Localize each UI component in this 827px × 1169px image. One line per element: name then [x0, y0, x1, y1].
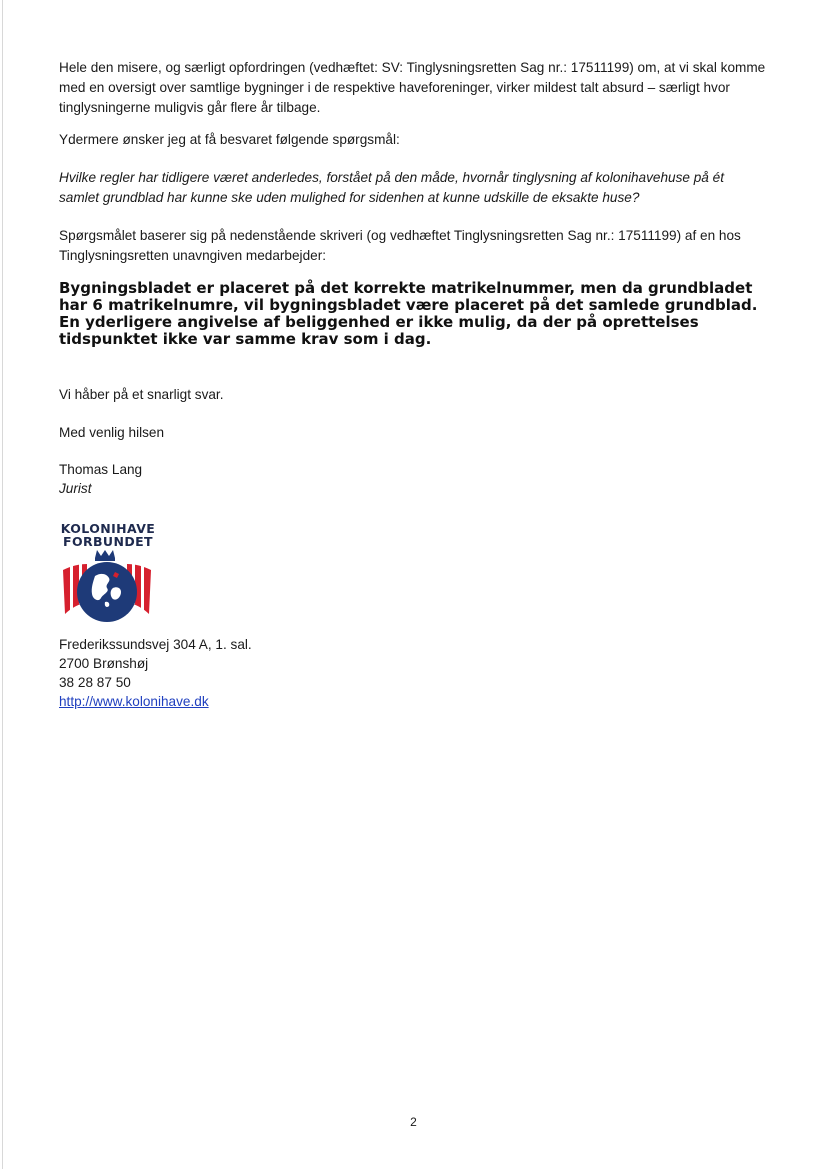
signature-title: Jurist — [59, 481, 92, 496]
contact-website-line — [59, 692, 779, 712]
kolonihave-shield-logo — [57, 548, 157, 630]
quoted-statement: Bygningsbladet er placeret på det korrekte matrikelnummer, men da grundbladet har 6 matrikelnumre, vil bygningsbladet være placeret på det samlede grundblad. En yderligere angivelse af beliggenhed er ikke mulig, da der på oprettelses tidspunktet ikke var samme krav som i dag. — [59, 279, 758, 348]
contact-address: Frederikssundsvej 304 A, 1. sal. — [59, 637, 252, 652]
logo-wordmark-line1: KOLONIHAVE — [60, 521, 156, 536]
page-left-edge-line — [2, 0, 3, 1169]
closing-regards: Med venlig hilsen — [59, 425, 165, 440]
contact-city: 2700 Brønshøj — [59, 656, 149, 671]
page-number: 2 — [410, 1115, 417, 1129]
logo-wordmark-line2: FORBUNDET — [63, 534, 153, 549]
crown-icon — [95, 550, 115, 561]
paragraph-misere: Hele den misere, og særligt opfordringen (vedhæftet: SV: Tinglysningsretten Sag nr.: 17511199) om, at vi skal komme med en oversigt over samtlige bygninger i de respektive haveforeninger, virker mildest talt absurd – særligt hvor tinglysningerne muligvis går flere år tilbage. — [59, 60, 766, 115]
contact-phone: 38 28 87 50 — [59, 675, 131, 690]
closing-hope: Vi håber på et snarligt svar. — [59, 387, 224, 402]
paragraph-questions-intro: Ydermere ønsker jeg at få besvaret følgende spørgsmål: — [59, 132, 400, 147]
signature-name: Thomas Lang — [59, 462, 143, 477]
question-italic: Hvilke regler har tidligere været anderledes, forstået på den måde, hvornår tinglysning af kolonihavehuse på ét samlet grundblad har kunne ske uden mulighed for sidenhen at kunne udskille de eksakte huse? — [59, 170, 724, 205]
paragraph-basis: Spørgsmålet baserer sig på nedenstående skriveri (og vedhæftet Tinglysningsretten Sag nr.: 17511199) af en hos Tinglysningsretten unavngiven medarbejder: — [59, 228, 741, 263]
website-link[interactable]: http://www.kolonihave.dk — [59, 694, 209, 709]
denmark-map-emblem-icon — [77, 562, 137, 622]
logo-wordmark — [60, 522, 156, 548]
